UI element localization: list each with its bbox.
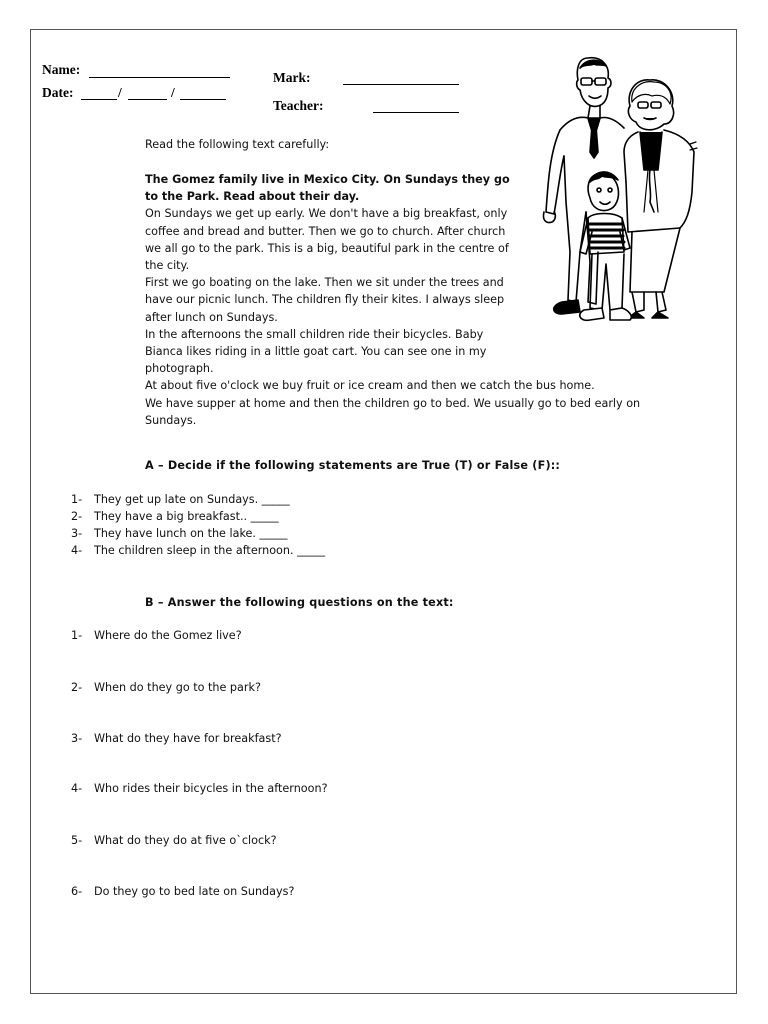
passage-line: On Sundays we get up early. We don't have a big breakfast, only — [145, 207, 508, 221]
passage-line: we all go to the park. This is a big, beautiful park in the centre of — [145, 241, 509, 255]
section-a-heading: A – Decide if the following statements are True (T) or False (F):: — [145, 459, 561, 472]
item-text: They have a big breakfast.. _____ — [94, 510, 279, 523]
item-number: 3- — [71, 527, 83, 540]
section-b-heading: B – Answer the following questions on the text: — [145, 596, 454, 609]
passage-line: have our picnic lunch. The children fly their kites. I always sleep — [145, 293, 505, 307]
teacher-field[interactable] — [373, 112, 459, 113]
item-text: The children sleep in the afternoon. _____ — [94, 544, 326, 557]
question-item — [71, 885, 294, 898]
true-false-item — [71, 510, 279, 523]
date-separator: / — [118, 85, 122, 100]
passage-line: Bianca likes riding in a little goat cart. You can see one in my — [145, 345, 487, 359]
item-number: 2- — [71, 681, 83, 694]
question-text: Who rides their bicycles in the afternoon? — [94, 782, 328, 795]
item-text: They get up late on Sundays. _____ — [94, 493, 290, 506]
passage-line: coffee and bread and butter. Then we go to church. After church — [145, 224, 506, 238]
date-day-field[interactable] — [81, 99, 117, 100]
mark-label: Mark: — [273, 70, 311, 85]
question-text: Where do the Gomez live? — [94, 629, 242, 642]
name-field[interactable] — [89, 77, 230, 78]
item-number: 2- — [71, 510, 83, 523]
mark-field[interactable] — [343, 84, 459, 85]
date-month-field[interactable] — [128, 99, 167, 100]
item-number: 6- — [71, 885, 83, 898]
family-illustration-icon — [540, 52, 702, 342]
passage-line: Sundays. — [145, 413, 197, 427]
name-label: Name: — [42, 62, 81, 77]
date-separator: / — [171, 85, 175, 100]
true-false-item — [71, 527, 288, 540]
passage-line: We have supper at home and then the children go to bed. We usually go to bed early on — [145, 396, 641, 410]
item-number: 4- — [71, 544, 83, 557]
item-number: 3- — [71, 732, 83, 745]
item-number: 5- — [71, 834, 83, 847]
question-text: What do they do at five o`clock? — [94, 834, 277, 847]
question-item — [71, 782, 328, 795]
passage-line: At about five o'clock we buy fruit or ice cream and then we catch the bus home. — [145, 379, 595, 393]
passage-line: First we go boating on the lake. Then we sit under the trees and — [145, 276, 504, 290]
question-item — [71, 681, 261, 694]
question-text: What do they have for breakfast? — [94, 732, 282, 745]
question-item — [71, 732, 282, 745]
passage-title-line: The Gomez family live in Mexico City. On Sundays they go — [145, 173, 510, 186]
question-text: When do they go to the park? — [94, 681, 261, 694]
passage-line: photograph. — [145, 362, 214, 376]
date-year-field[interactable] — [180, 99, 226, 100]
item-number: 4- — [71, 782, 83, 795]
question-item — [71, 834, 277, 847]
passage-title-line: to the Park. Read about their day. — [145, 190, 360, 204]
item-number: 1- — [71, 629, 83, 642]
item-text: They have lunch on the lake. _____ — [94, 527, 288, 540]
date-label: Date: — [42, 85, 74, 100]
question-text: Do they go to bed late on Sundays? — [94, 885, 295, 898]
passage-line: In the afternoons the small children ride their bicycles. Baby — [145, 327, 484, 341]
true-false-item — [71, 544, 325, 557]
question-item — [71, 629, 242, 642]
teacher-label: Teacher: — [273, 98, 324, 113]
passage-line: the city. — [145, 259, 190, 273]
true-false-item — [71, 493, 290, 506]
intro-instruction: Read the following text carefully: — [145, 138, 330, 151]
passage-line: after lunch on Sundays. — [145, 310, 278, 324]
item-number: 1- — [71, 493, 83, 506]
